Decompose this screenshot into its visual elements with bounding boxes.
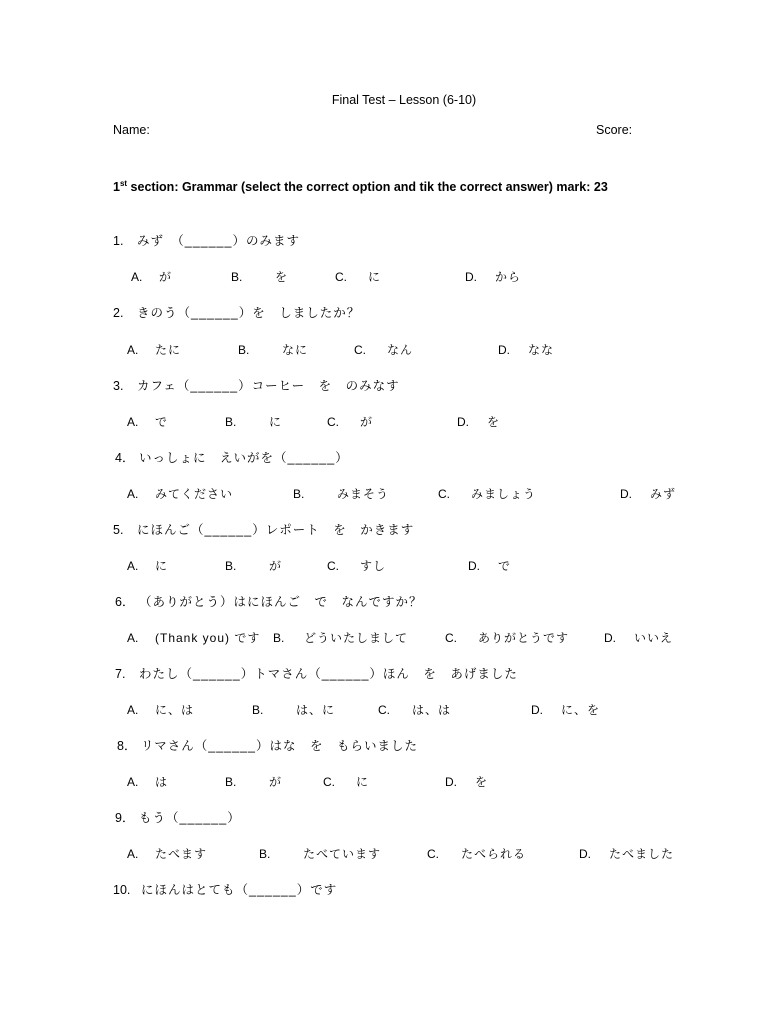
q5-option-d[interactable] xyxy=(468,557,511,574)
option-text: を xyxy=(275,270,289,284)
question-9 xyxy=(115,808,241,826)
option-text: なな xyxy=(528,343,555,357)
q6-option-b[interactable] xyxy=(273,629,408,646)
option-label: C. xyxy=(438,487,450,501)
question-10 xyxy=(113,880,337,898)
q1-option-a[interactable] xyxy=(131,268,172,285)
question-number: 2. xyxy=(113,306,124,320)
page-title: Final Test – Lesson (6-10) xyxy=(331,93,477,107)
option-text: に、を xyxy=(561,703,601,717)
option-text: が xyxy=(269,559,283,573)
option-text: (Thank you) です xyxy=(155,631,261,645)
section-text: section: Grammar (select the correct option and tik the correct answer) mark: 23 xyxy=(127,180,608,194)
question-number: 10. xyxy=(113,883,131,897)
q3-option-b[interactable] xyxy=(225,413,282,430)
question-number: 7. xyxy=(115,667,126,681)
option-text: たべています xyxy=(303,847,382,861)
question-8 xyxy=(117,736,418,754)
q5-option-c[interactable] xyxy=(327,557,386,574)
q4-option-a[interactable] xyxy=(127,485,233,502)
option-label: B. xyxy=(273,631,285,645)
option-label: D. xyxy=(604,631,616,645)
option-text: みましょう xyxy=(471,487,537,501)
option-text: に xyxy=(356,775,370,789)
option-text: いいえ xyxy=(634,631,674,645)
option-label: D. xyxy=(498,343,510,357)
section-ordinal-suffix: st xyxy=(119,178,128,188)
question-text: カフェ（______）コーヒー を のみなす xyxy=(137,379,400,393)
option-label: B. xyxy=(252,703,264,717)
option-label: D. xyxy=(465,270,477,284)
option-text: が xyxy=(269,775,283,789)
option-text: に xyxy=(155,559,169,573)
option-text: みてください xyxy=(155,487,234,501)
q4-option-c[interactable] xyxy=(438,485,536,502)
option-text: で xyxy=(498,559,512,573)
option-label: C. xyxy=(354,343,366,357)
q9-option-b[interactable] xyxy=(259,845,381,862)
option-label: A. xyxy=(127,703,139,717)
option-text: は、に xyxy=(296,703,336,717)
option-label: C. xyxy=(327,559,339,573)
q2-option-a[interactable] xyxy=(127,341,181,358)
option-text: に xyxy=(269,415,283,429)
option-label: C. xyxy=(323,775,335,789)
q7-option-d[interactable] xyxy=(531,701,600,718)
option-label: C. xyxy=(327,415,339,429)
q4-option-b[interactable] xyxy=(293,485,389,502)
question-text: みず （______）のみます xyxy=(137,234,300,248)
name-label: Name: xyxy=(113,123,150,137)
q5-option-b[interactable] xyxy=(225,557,282,574)
option-text: に xyxy=(368,270,382,284)
option-label: A. xyxy=(131,270,143,284)
q8-option-c[interactable] xyxy=(323,773,369,790)
question-text: にほんはとても（______）です xyxy=(141,883,338,897)
q6-option-c[interactable] xyxy=(445,629,569,646)
option-text: みまそう xyxy=(337,487,390,501)
q8-option-a[interactable] xyxy=(127,773,168,790)
q3-option-d[interactable] xyxy=(457,413,500,430)
score-label: Score: xyxy=(596,123,633,137)
question-text: いっしょに えいがを（______） xyxy=(139,451,349,465)
option-label: C. xyxy=(427,847,439,861)
question-text: （ありがとう）はにほんご で なんですか？ xyxy=(139,595,423,609)
option-text: から xyxy=(495,270,522,284)
option-text: は xyxy=(155,775,169,789)
q6-option-a[interactable] xyxy=(127,629,260,646)
q8-option-b[interactable] xyxy=(225,773,282,790)
option-text: に、は xyxy=(155,703,195,717)
question-text: にほんご（______）レポート を かきます xyxy=(137,523,415,537)
q6-option-d[interactable] xyxy=(604,629,673,646)
question-text: リマさん（______）はな を もらいました xyxy=(141,739,418,753)
q7-option-c[interactable] xyxy=(378,701,451,718)
q1-option-b[interactable] xyxy=(231,268,288,285)
option-label: B. xyxy=(225,415,237,429)
question-number: 6． xyxy=(115,595,135,609)
section-number: 1 xyxy=(113,180,120,194)
question-4 xyxy=(115,448,349,466)
q2-option-b[interactable] xyxy=(238,341,308,358)
option-text: を xyxy=(475,775,489,789)
question-7 xyxy=(115,664,518,682)
option-text: なん xyxy=(387,343,414,357)
question-number: 8． xyxy=(117,739,137,753)
question-number: 5. xyxy=(113,523,124,537)
option-label: D. xyxy=(457,415,469,429)
option-label: B. xyxy=(225,775,237,789)
option-label: B. xyxy=(238,343,250,357)
option-label: A. xyxy=(127,415,139,429)
option-text: ありがとうです xyxy=(478,631,570,645)
option-label: B. xyxy=(231,270,243,284)
option-text: を xyxy=(487,415,501,429)
question-number: 3. xyxy=(113,379,124,393)
question-5 xyxy=(113,520,414,538)
option-label: A. xyxy=(127,631,139,645)
question-number: 1. xyxy=(113,234,124,248)
q2-option-c[interactable] xyxy=(354,341,413,358)
q3-option-a[interactable] xyxy=(127,413,168,430)
option-label: B. xyxy=(259,847,271,861)
option-label: B. xyxy=(225,559,237,573)
q9-option-a[interactable] xyxy=(127,845,207,862)
option-label: A. xyxy=(127,487,139,501)
option-label: A. xyxy=(127,343,139,357)
option-label: A. xyxy=(127,847,139,861)
q7-option-a[interactable] xyxy=(127,701,194,718)
question-text: わたし（______）トマさん（______）ほん を あげました xyxy=(139,667,518,681)
q9-option-d[interactable] xyxy=(579,845,674,862)
option-text: すし xyxy=(360,559,387,573)
question-1 xyxy=(113,231,300,249)
option-label: D. xyxy=(531,703,543,717)
q4-option-d[interactable] xyxy=(620,485,676,502)
question-3 xyxy=(113,376,400,394)
option-text: みず xyxy=(650,487,677,501)
q1-option-d[interactable] xyxy=(465,268,521,285)
q1-option-c[interactable] xyxy=(335,268,381,285)
q9-option-c[interactable] xyxy=(427,845,526,862)
question-2 xyxy=(113,303,360,321)
option-label: C. xyxy=(335,270,347,284)
q2-option-d[interactable] xyxy=(498,341,554,358)
option-text: は、は xyxy=(412,703,452,717)
option-label: D. xyxy=(445,775,457,789)
option-text: どういたしまして xyxy=(304,631,409,645)
option-label: A. xyxy=(127,559,139,573)
option-text: たべられる xyxy=(461,847,527,861)
option-text: たべます xyxy=(155,847,208,861)
q7-option-b[interactable] xyxy=(252,701,335,718)
option-text: が xyxy=(360,415,374,429)
question-number: 9． xyxy=(115,811,135,825)
option-text: たべました xyxy=(609,847,675,861)
option-text: が xyxy=(159,270,173,284)
option-text: たに xyxy=(155,343,182,357)
question-number: 4． xyxy=(115,451,135,465)
question-text: きのう（______）を しましたか？ xyxy=(137,306,361,320)
q5-option-a[interactable] xyxy=(127,557,168,574)
option-label: C. xyxy=(445,631,457,645)
question-text: もう（______） xyxy=(139,811,241,825)
q8-option-d[interactable] xyxy=(445,773,488,790)
option-label: D. xyxy=(620,487,632,501)
option-label: D. xyxy=(468,559,480,573)
option-text: で xyxy=(155,415,169,429)
option-text: なに xyxy=(282,343,309,357)
option-label: B. xyxy=(293,487,305,501)
section-heading xyxy=(113,180,608,194)
option-label: C. xyxy=(378,703,390,717)
option-label: A. xyxy=(127,775,139,789)
question-6 xyxy=(115,592,423,610)
option-label: D. xyxy=(579,847,591,861)
q3-option-c[interactable] xyxy=(327,413,373,430)
